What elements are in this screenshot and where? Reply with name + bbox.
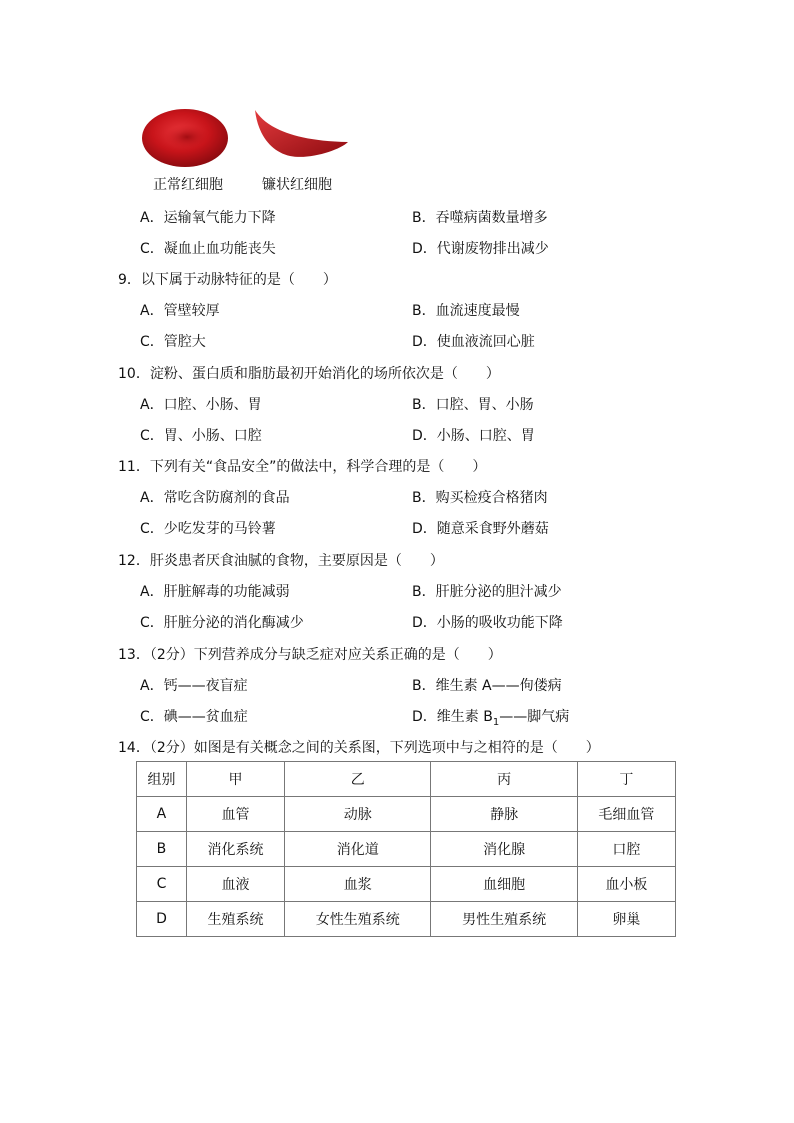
q13-option-d: [412, 706, 569, 728]
table-row: [137, 902, 676, 937]
q11-option-d: D．随意采食野外蘑菇: [412, 521, 549, 537]
q10-option-d: D．小肠、口腔、胃: [412, 428, 535, 444]
q10-stem: 10．淀粉、蛋白质和脂肪最初开始消化的场所依次是（ ）: [118, 366, 500, 382]
table-cell: 口腔: [577, 832, 675, 867]
table-cell: 男性生殖系统: [431, 902, 577, 937]
sickle-cell-label: 镰状红细胞: [262, 177, 332, 193]
q12-option-d: D．小肠的吸收功能下降: [412, 615, 563, 631]
q14-stem: 14．（2分）如图是有关概念之间的关系图，下列选项中与之相符的是（ ）: [118, 740, 600, 756]
q12-option-b: B．肝脏分泌的胆汁减少: [412, 584, 562, 600]
red-blood-cells-figure: [140, 106, 360, 170]
q11-stem: 11．下列有关“食品安全”的做法中，科学合理的是（ ）: [118, 459, 487, 475]
table-cell: 血细胞: [431, 867, 577, 902]
q10-option-c: C．胃、小肠、口腔: [140, 428, 262, 444]
q9-option-a: A．管壁较厚: [140, 303, 220, 319]
q13-stem: 13．（2分）下列营养成分与缺乏症对应关系正确的是（ ）: [118, 647, 502, 663]
q12-option-a: A．肝脏解毒的功能减弱: [140, 584, 290, 600]
q13-option-a: A．钙——夜盲症: [140, 678, 248, 694]
table-cell: A: [137, 797, 187, 832]
q12-stem: 12．肝炎患者厌食油腻的食物，主要原因是（ ）: [118, 553, 444, 569]
table-cell: 消化腺: [431, 832, 577, 867]
q13-option-d-subscript: 1: [492, 716, 500, 728]
table-cell: 生殖系统: [186, 902, 284, 937]
q11-option-a: A．常吃含防腐剂的食品: [140, 490, 290, 506]
table-header-cell: 丁: [577, 762, 675, 797]
table-cell: 消化道: [285, 832, 431, 867]
table-cell: 卵巢: [577, 902, 675, 937]
q8-option-b: B．吞噬病菌数量增多: [412, 210, 548, 226]
q13-option-d-suffix: ——脚气病: [499, 709, 570, 725]
table-header-cell: 丙: [431, 762, 577, 797]
q9-option-b: B．血流速度最慢: [412, 303, 520, 319]
sickle-red-blood-cell: [255, 110, 348, 157]
concept-relation-table: [136, 761, 676, 937]
q9-option-c: C．管腔大: [140, 334, 206, 350]
table-row: [137, 797, 676, 832]
table-header-cell: 甲: [186, 762, 284, 797]
table-cell: 血管: [186, 797, 284, 832]
q11-option-b: B．购买检疫合格猪肉: [412, 490, 548, 506]
q8-option-c: C．凝血止血功能丧失: [140, 241, 276, 257]
table-cell: 静脉: [431, 797, 577, 832]
q9-stem: 9．以下属于动脉特征的是（ ）: [118, 272, 337, 288]
q12-option-c: C．肝脏分泌的消化酶减少: [140, 615, 304, 631]
table-cell: 血浆: [285, 867, 431, 902]
table-header-cell: 乙: [285, 762, 431, 797]
normal-cell-label: 正常红细胞: [153, 177, 223, 193]
q10-option-a: A．口腔、小肠、胃: [140, 397, 262, 413]
q8-option-a: A．运输氧气能力下降: [140, 210, 276, 226]
table-cell: 女性生殖系统: [285, 902, 431, 937]
table-cell: C: [137, 867, 187, 902]
q9-option-d: D．使血液流回心脏: [412, 334, 535, 350]
q10-option-b: B．口腔、胃、小肠: [412, 397, 534, 413]
table-cell: D: [137, 902, 187, 937]
table-cell: 毛细血管: [577, 797, 675, 832]
table-row: [137, 832, 676, 867]
normal-red-blood-cell: [142, 109, 228, 167]
table-cell: 血液: [186, 867, 284, 902]
q13-option-c: C．碘——贫血症: [140, 709, 248, 725]
q8-option-d: D．代谢废物排出减少: [412, 241, 549, 257]
table-cell: B: [137, 832, 187, 867]
table-cell: 动脉: [285, 797, 431, 832]
table-cell: 消化系统: [186, 832, 284, 867]
table-cell: 血小板: [577, 867, 675, 902]
q13-option-d-prefix: D．维生素 B: [412, 709, 493, 725]
table-header-row: [137, 762, 676, 797]
table-header-cell: 组别: [137, 762, 187, 797]
q11-option-c: C．少吃发芽的马铃薯: [140, 521, 276, 537]
table-row: [137, 867, 676, 902]
q13-option-b: B．维生素 A——佝偻病: [412, 678, 562, 694]
